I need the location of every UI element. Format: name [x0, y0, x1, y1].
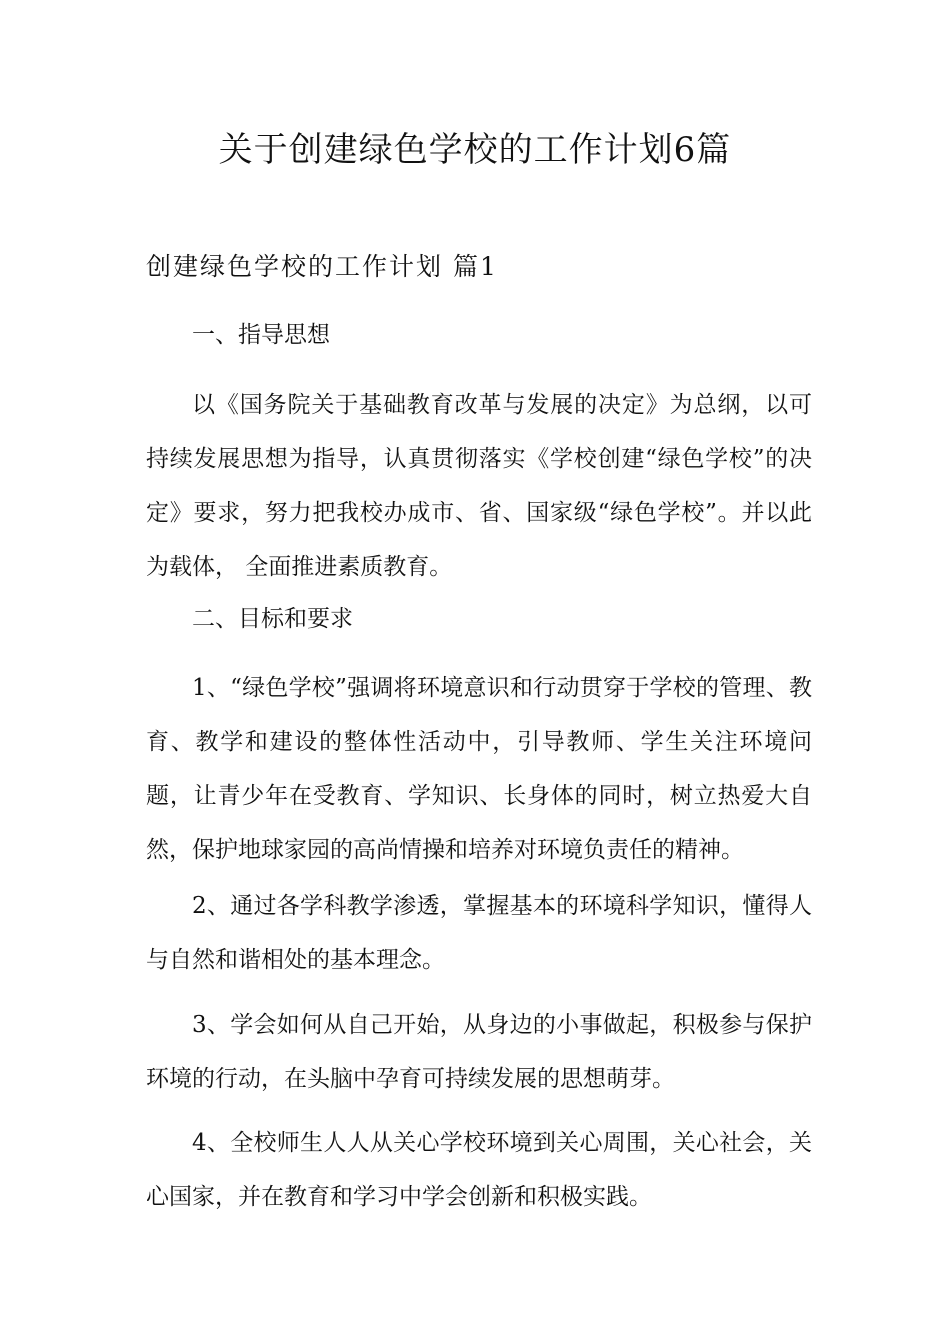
list-item-goal-1: 1、“绿色学校”强调将环境意识和行动贯穿于学校的管理、教育、教学和建设的整体性活动中，引导教师、学生关注环境问题，让青少年在受教育、学知识、长身体的同时，树立热爱大自然，保护地球家园的高尚情操和培养对环境负责任的精神。 [146, 675, 812, 863]
paragraph-guiding-thought: 以《国务院关于基础教育改革与发展的决定》为总纲，以可持续发展思想为指导，认真贯彻落实《学校创建“绿色学校”的决定》要求，努力把我校办成市、省、国家级“绿色学校”。并以此为载体， 全面推进素质教育。 [146, 392, 812, 580]
section-title: 创建绿色学校的工作计划 篇1 [146, 252, 498, 281]
list-item-goal-4: 4、全校师生人人从关心学校环境到关心周围，关心社会，关心国家，并在教育和学习中学会创新和积极实践。 [146, 1130, 812, 1210]
list-item-goal-2: 2、通过各学科教学渗透，掌握基本的环境科学知识，懂得人与自然和谐相处的基本理念。 [146, 893, 812, 973]
heading-goals-requirements: 二、目标和要求 [192, 606, 353, 632]
document-title: 关于创建绿色学校的工作计划6篇 [218, 130, 732, 170]
heading-guiding-thought: 一、指导思想 [192, 322, 330, 348]
list-item-goal-3: 3、学会如何从自己开始，从身边的小事做起，积极参与保护环境的行动，在头脑中孕育可持续发展的思想萌芽。 [146, 1012, 812, 1092]
